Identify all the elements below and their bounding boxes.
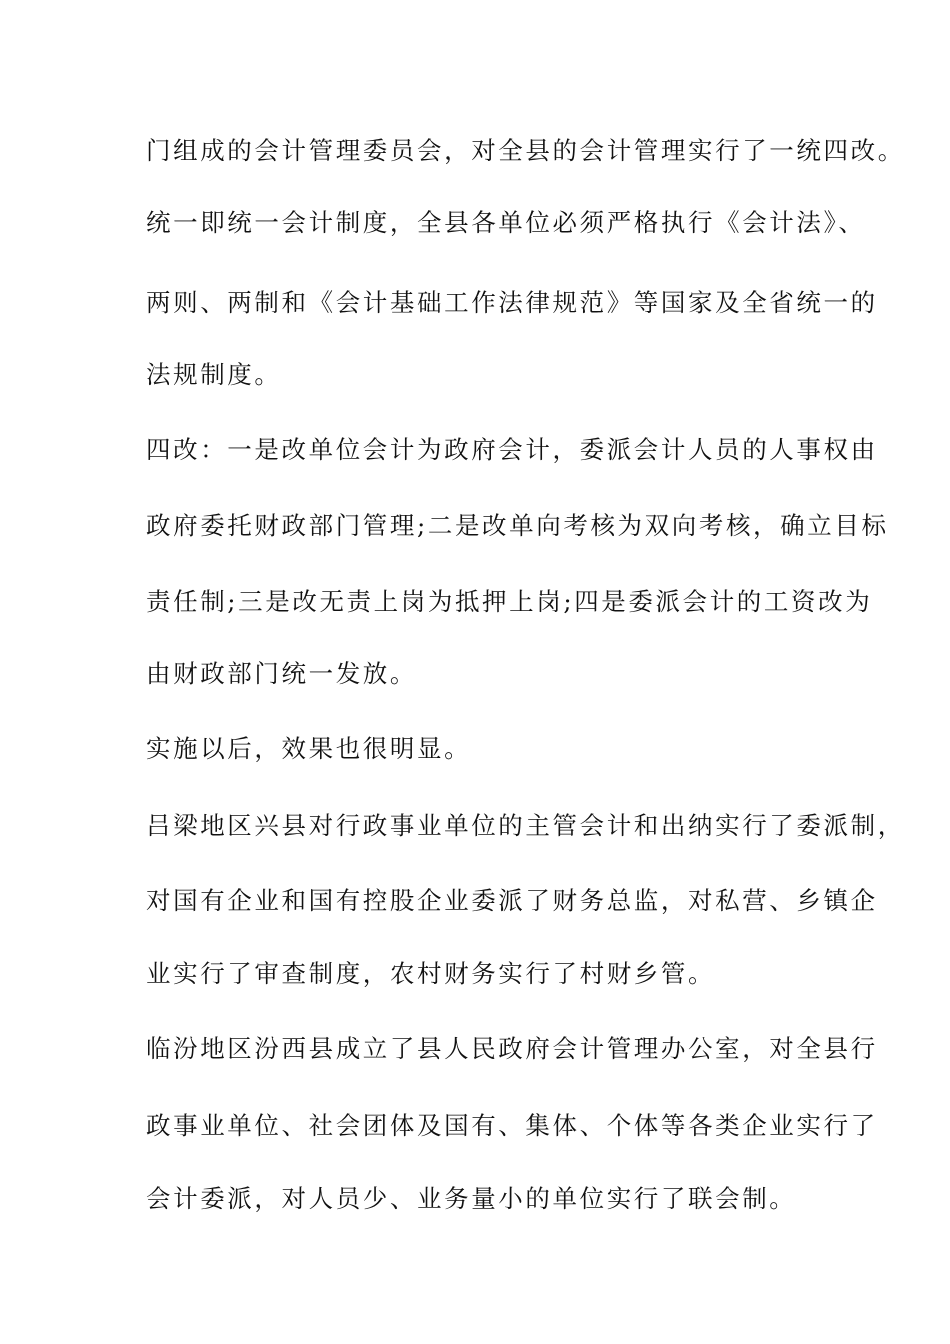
- text-line: 由财政部门统一发放。: [146, 659, 417, 688]
- text-line: 责任制;三是改无责上岗为抵押上岗;四是委派会计的工资改为: [146, 587, 873, 616]
- text-line: 业实行了审查制度，农村财务实行了村财乡管。: [146, 959, 716, 988]
- text-line: 政事业单位、社会团体及国有、集体、个体等各类企业实行了: [146, 1111, 878, 1140]
- text-line: 对国有企业和国有控股企业委派了财务总监，对私营、乡镇企: [146, 886, 878, 915]
- text-line: 门组成的会计管理委员会，对全县的会计管理实行了一统四改。: [146, 136, 905, 165]
- text-line: 统一即统一会计制度，全县各单位必须严格执行《会计法》、: [146, 208, 866, 237]
- text-line: 四改：一是改单位会计为政府会计，委派会计人员的人事权由: [146, 435, 878, 464]
- text-line: 政府委托财政部门管理;二是改单向考核为双向考核，确立目标: [146, 511, 889, 540]
- text-line: 法规制度。: [146, 360, 282, 389]
- text-line: 实施以后，效果也很明显。: [146, 734, 472, 763]
- text-line: 两则、两制和《会计基础工作法律规范》等国家及全省统一的: [146, 288, 878, 317]
- text-line: 吕梁地区兴县对行政事业单位的主管会计和出纳实行了委派制，: [146, 811, 905, 840]
- text-line: 临汾地区汾西县成立了县人民政府会计管理办公室，对全县行: [146, 1034, 878, 1063]
- text-line: 会计委派，对人员少、业务量小的单位实行了联会制。: [146, 1184, 797, 1213]
